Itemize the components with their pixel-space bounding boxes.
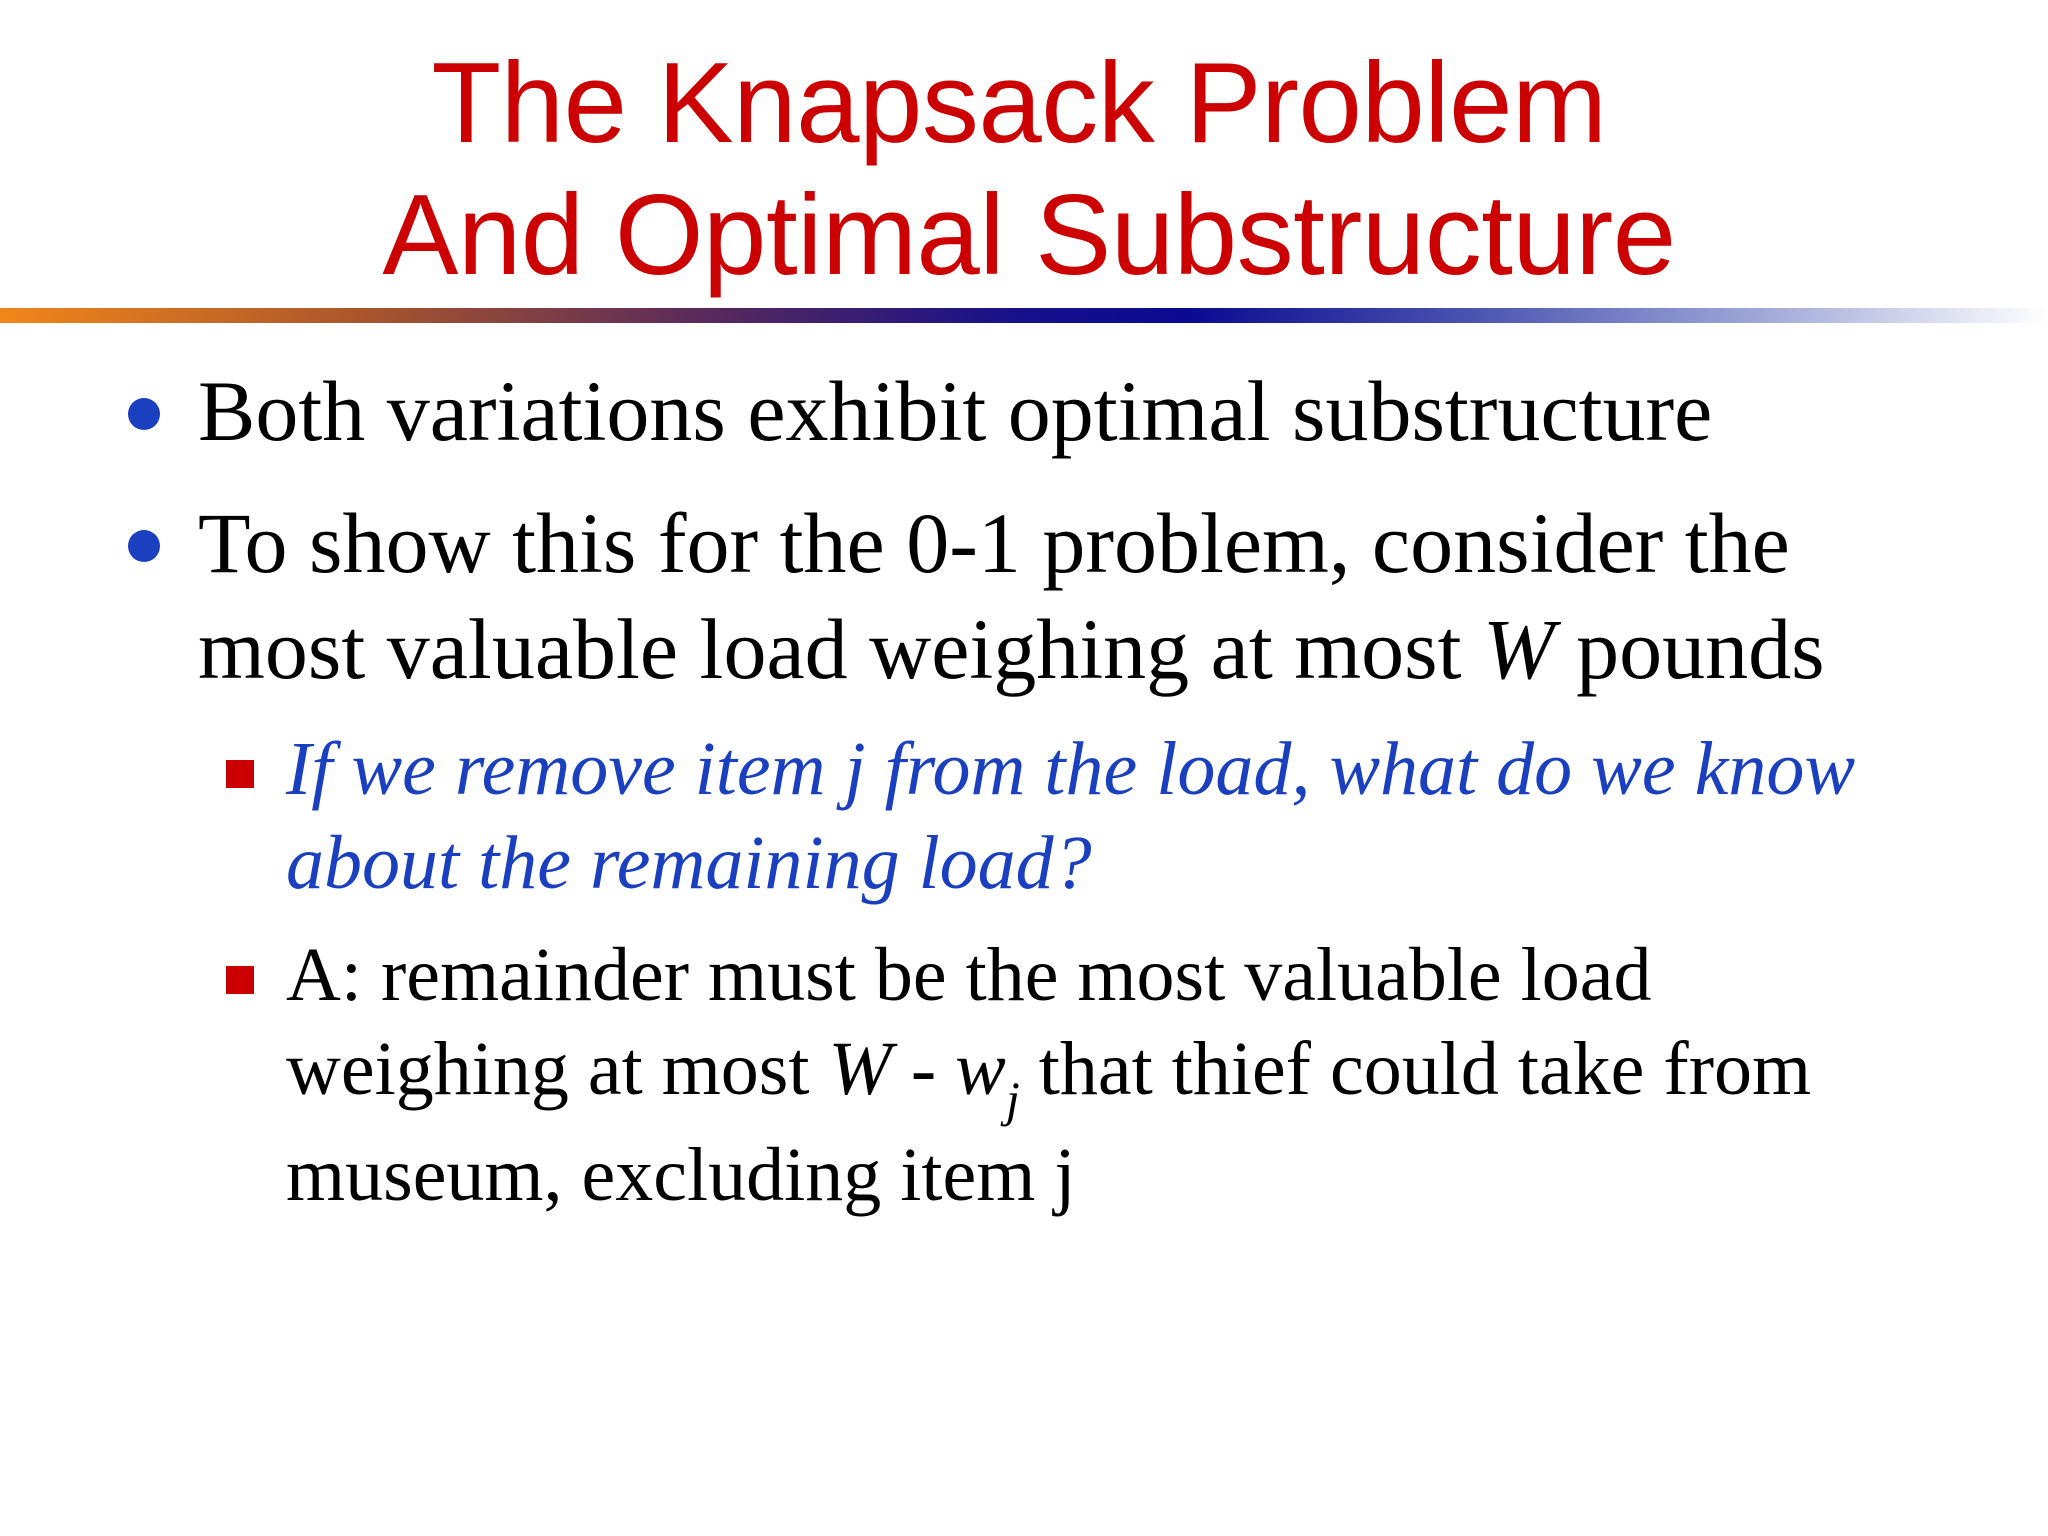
answer-text-segment: that thief could take from [1019, 1027, 1812, 1111]
variable-W: W [828, 1027, 892, 1111]
bullet-dot-icon [128, 530, 160, 562]
answer-line-2 [286, 1022, 1812, 1127]
slide-title [0, 38, 2048, 302]
title-line-1: The Knapsack Problem [431, 40, 1607, 167]
bullet-dot-icon [128, 398, 160, 430]
sub-bullet-square-icon [226, 760, 254, 788]
bullet-text-segment: most valuable load weighing at most [198, 601, 1484, 697]
bullet-text-line-1: To show this for the 0-1 problem, consider the [198, 495, 1790, 591]
minus-sign: - [891, 1027, 956, 1111]
bullet-text: Both variations exhibit optimal substructure [198, 363, 1713, 459]
sub-bullet-square-icon [226, 966, 254, 994]
title-divider [0, 308, 2048, 323]
variable-w: w [955, 1027, 1006, 1111]
subscript-j: j [1005, 1071, 1020, 1127]
question-line-1: If we remove item j from the load, what do we know [286, 727, 1856, 811]
answer-line-1: A: remainder must be the most valuable load [286, 933, 1652, 1017]
answer-text-segment: weighing at most [286, 1027, 829, 1111]
bullet-text-line-2 [198, 596, 1825, 702]
question-line-2: about the remaining load? [286, 821, 1092, 905]
bullet-text-segment: pounds [1554, 601, 1825, 697]
variable-W: W [1483, 601, 1555, 697]
title-line-2: And Optimal Substructure [382, 172, 1676, 299]
answer-line-3: museum, excluding item j [286, 1133, 1076, 1217]
